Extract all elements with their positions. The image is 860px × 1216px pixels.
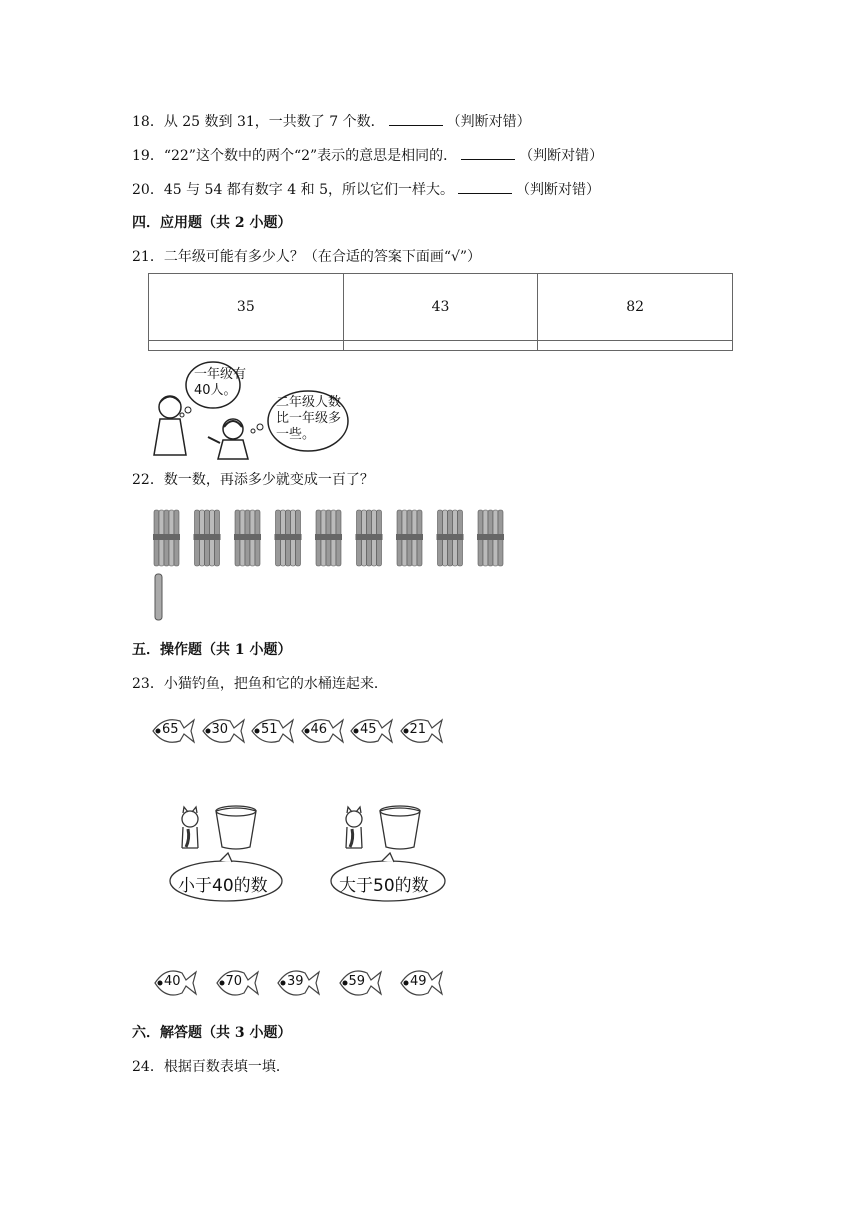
q21-answer-cell-1[interactable] [149, 340, 344, 351]
single-stick [155, 574, 162, 620]
fish-45[interactable] [348, 714, 394, 748]
fish-number: 46 [310, 722, 328, 737]
bubble-2-line-2: 比一年级多 [276, 411, 342, 426]
stick-bundle [396, 510, 423, 566]
fish-number: 49 [410, 974, 427, 989]
q18-answer-blank[interactable] [389, 111, 443, 126]
question-23: 23．小猫钓鱼，把鱼和它的水桶连起来． [132, 676, 388, 692]
section-6-heading: 六．解答题（共 3 小题） [132, 1025, 292, 1041]
q21-answer-cell-3[interactable] [538, 340, 733, 351]
fish-39[interactable] [275, 964, 323, 1002]
bubble-1 [194, 367, 246, 399]
q21-choice-table [148, 273, 733, 351]
stick-bundles-svg [150, 508, 512, 624]
q20-answer-blank[interactable] [458, 179, 512, 194]
section-4-heading: 四．应用题（共 2 小题） [132, 215, 292, 231]
fish-59[interactable] [337, 964, 385, 1002]
q20-number: 20． [132, 182, 164, 198]
stick-bundle [315, 510, 342, 566]
stick-bundle [234, 510, 261, 566]
stick-bundles-image [150, 508, 512, 624]
question-20 [132, 179, 600, 200]
fish-46[interactable] [299, 714, 345, 748]
fish-51[interactable] [249, 714, 295, 748]
fish-number: 65 [162, 722, 179, 737]
bubble-2-line-3: 一些。 [276, 427, 316, 442]
stick-bundle [153, 510, 180, 566]
q21-option-35: 35 [149, 274, 344, 341]
question-18 [132, 111, 531, 132]
stick-bundle [194, 510, 221, 566]
fish-row-bottom [152, 964, 452, 1002]
bubble-1-line-2: 40人。 [194, 383, 237, 398]
fish-number: 39 [287, 974, 304, 989]
bucket-greater-than-50[interactable] [328, 803, 448, 905]
q20-hint: （判断对错） [515, 182, 600, 198]
fish-number: 51 [261, 722, 278, 737]
fish-40[interactable] [152, 964, 200, 1002]
fish-number: 21 [409, 722, 427, 737]
section-5-heading: 五．操作题（共 1 小题） [132, 642, 292, 658]
fish-number: 40 [164, 974, 181, 989]
fish-number: 45 [360, 722, 377, 737]
fish-70[interactable] [214, 964, 262, 1002]
question-21: 21．二年级可能有多少人？（在合适的答案下面画“√”） [132, 249, 482, 265]
q18-hint: （判断对错） [446, 114, 531, 130]
bucket-label-2: 大于50的数 [339, 876, 429, 896]
children-talking-image [148, 355, 398, 460]
q19-answer-blank[interactable] [461, 145, 515, 160]
q19-text: “22”这个数中的两个“2”表示的意思是相同的． [163, 148, 458, 164]
fish-number: 59 [348, 974, 366, 989]
bubble-2 [276, 395, 341, 443]
q21-option-82: 82 [538, 274, 733, 341]
stick-bundle [477, 510, 504, 566]
bubble-1-line-1: 一年级有 [194, 367, 247, 382]
q18-number: 18． [132, 114, 164, 130]
q20-text: 45 与 54 都有数字 4 和 5，所以它们一样大。 [163, 182, 454, 198]
fish-49[interactable] [398, 964, 446, 1002]
q21-option-43: 43 [343, 274, 538, 341]
stick-bundle [275, 510, 302, 566]
fish-row-top [150, 714, 450, 750]
q19-hint: （判断对错） [519, 148, 604, 164]
fish-21[interactable] [398, 714, 444, 748]
fish-number: 30 [211, 722, 229, 737]
bubble-2-line-1: 二年级人数 [276, 395, 342, 410]
fish-65[interactable] [150, 714, 196, 748]
q18-text: 从 25 数到 31，一共数了 7 个数． [163, 114, 385, 130]
q21-answer-cell-2[interactable] [343, 340, 538, 351]
bucket-label-1: 小于40的数 [178, 876, 268, 896]
fish-30[interactable] [200, 714, 246, 748]
question-22: 22．数一数，再添多少就变成一百了？ [132, 472, 374, 488]
stick-bundle [356, 510, 383, 566]
question-24: 24．根据百数表填一填． [132, 1059, 290, 1075]
q21-illustration [148, 355, 398, 460]
stick-bundle [437, 510, 464, 566]
q19-number: 19． [132, 148, 164, 164]
bucket-less-than-40[interactable] [168, 803, 286, 905]
fish-number: 70 [225, 974, 243, 989]
question-19 [132, 145, 603, 166]
